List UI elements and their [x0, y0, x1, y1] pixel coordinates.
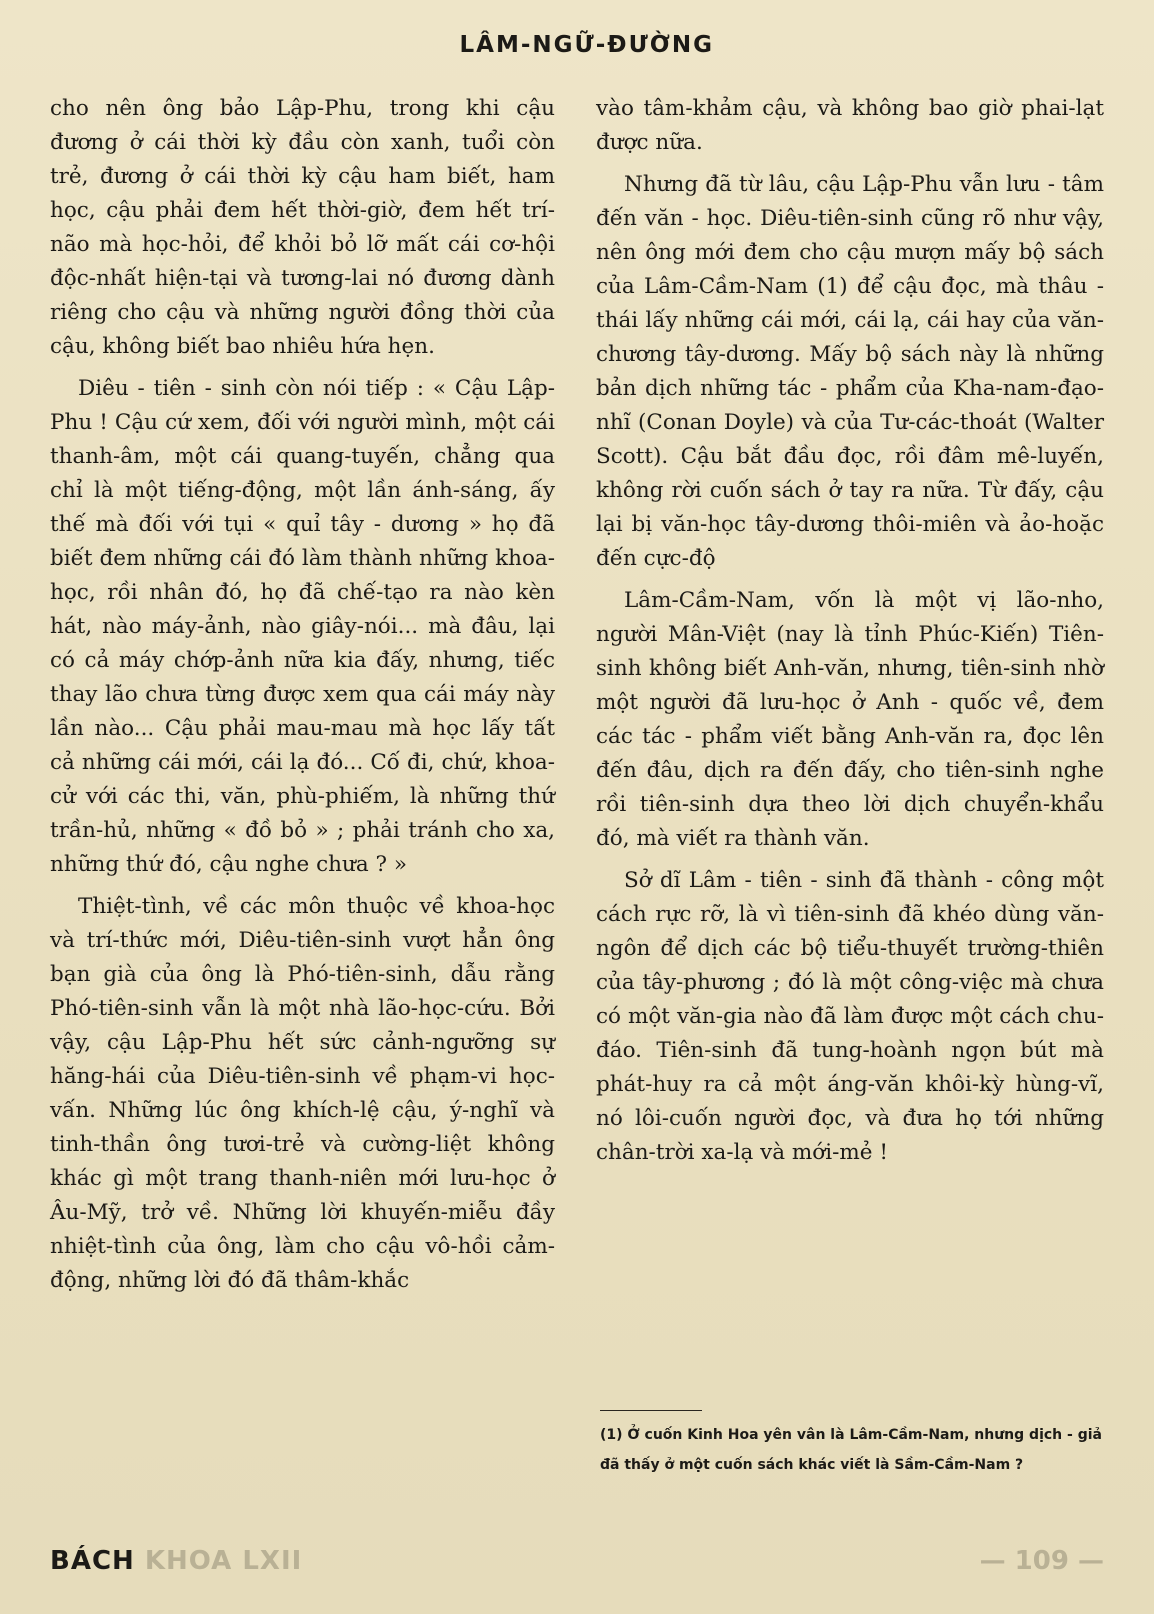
- footnote: (1) Ở cuốn Kinh Hoa yên vân là Lâm-Cầm-Nam, nhưng dịch - giả đã thấy ở một cuốn sách khác viết là Sầm-Cầm-Nam ?: [600, 1427, 1102, 1473]
- magazine-issue: KHOA LXII: [144, 1546, 303, 1576]
- magazine-title: [50, 1546, 302, 1576]
- page-number: — 109 —: [979, 1546, 1104, 1576]
- paragraph: Sở dĩ Lâm - tiên - sinh đã thành - công một cách rực rỡ, là vì tiên-sinh đã khéo dùng văn-ngôn để dịch các bộ tiểu-thuyết trường-thiên của tây-phương ; đó là một công-việc mà chưa có một văn-gia nào đã làm được một cách chu-đáo. Tiên-sinh đã tung-hoành ngọn bút mà phát-huy ra cả một áng-văn khôi-kỳ hùng-vĩ, nó lôi-cuốn người đọc, và đưa họ tới những chân-trời xa-lạ và mới-mẻ !: [596, 868, 1104, 1165]
- footnote-divider: [600, 1410, 702, 1411]
- paragraph: Diêu - tiên - sinh còn nói tiếp : « Cậu Lập-Phu ! Cậu cứ xem, đối với người mình, một cái thanh-âm, một cái quang-tuyến, chẳng qua chỉ là một tiếng-động, một lần ánh-sáng, ấy thế mà đối với tụi « quỉ tây - dương » họ đã biết đem những cái đó làm thành những khoa-học, rồi nhân đó, họ đã chế-tạo ra nào kèn hát, nào máy-ảnh, nào giây-nói... mà đâu, lại có cả máy chớp-ảnh nữa kia đấy, nhưng, tiếc thay lão chưa từng được xem qua cái máy này lần nào... Cậu phải mau-mau mà học lấy tất cả những cái mới, cái lạ đó... Cố đi, chứ, khoa-cử với các thi, văn, phù-phiếm, là những thứ trần-hủ, những « đồ bỏ » ; phải tránh cho xa, những thứ đó, cậu nghe chưa ? »: [50, 376, 555, 877]
- magazine-title-main: BÁCH: [50, 1546, 135, 1576]
- right-column: [596, 92, 1104, 1178]
- paragraph: Nhưng đã từ lâu, cậu Lập-Phu vẫn lưu - tâm đến văn - học. Diêu-tiên-sinh cũng rõ như vậy, nên ông mới đem cho cậu mượn mấy bộ sách của Lâm-Cầm-Nam (1) để cậu đọc, mà thâu - thái lấy những cái mới, cái lạ, cái hay của văn-chương tây-dương. Mấy bộ sách này là những bản dịch những tác - phẩm của Kha-nam-đạo-nhĩ (Conan Doyle) và của Tư-các-thoát (Walter Scott). Cậu bắt đầu đọc, rồi đâm mê-luyến, không rời cuốn sách ở tay ra nữa. Từ đấy, cậu lại bị văn-học tây-dương thôi-miên và ảo-hoặc đến cực-độ: [596, 172, 1104, 571]
- left-column: [50, 92, 555, 1306]
- paragraph: cho nên ông bảo Lập-Phu, trong khi cậu đương ở cái thời kỳ đầu còn xanh, tuổi còn trẻ, đương ở cái thời kỳ cậu ham biết, ham học, cậu phải đem hết thời-giờ, đem hết trí-não mà học-hỏi, để khỏi bỏ lỡ mất cái cơ-hội độc-nhất hiện-tại và tương-lai nó đương dành riêng cho cậu và những người đồng thời của cậu, không biết bao nhiêu hứa hẹn.: [50, 96, 555, 359]
- paragraph: Lâm-Cầm-Nam, vốn là một vị lão-nho, người Mân-Việt (nay là tỉnh Phúc-Kiến) Tiên-sinh không biết Anh-văn, nhưng, tiên-sinh nhờ một người đã lưu-học ở Anh - quốc về, đem các tác - phẩm viết bằng Anh-văn ra, đọc lên đến đâu, dịch ra đến đấy, cho tiên-sinh nghe rồi tiên-sinh dựa theo lời dịch chuyển-khẩu đó, mà viết ra thành văn.: [596, 588, 1104, 851]
- paragraph: vào tâm-khảm cậu, và không bao giờ phai-lạt được nữa.: [596, 96, 1104, 155]
- paragraph: Thiệt-tình, về các môn thuộc về khoa-học và trí-thức mới, Diêu-tiên-sinh vượt hẳn ông bạn già của ông là Phó-tiên-sinh, dẫu rằng Phó-tiên-sinh vẫn là một nhà lão-học-cứu. Bởi vậy, cậu Lập-Phu hết sức cảnh-ngưỡng sự hăng-hái của Diêu-tiên-sinh về phạm-vi học-vấn. Những lúc ông khích-lệ cậu, ý-nghĩ và tinh-thần ông tươi-trẻ và cường-liệt không khác gì một trang thanh-niên mới lưu-học ở Âu-Mỹ, trở về. Những lời khuyến-miễu đầy nhiệt-tình của ông, làm cho cậu vô-hồi cảm-động, những lời đó đã thâm-khắc: [50, 894, 555, 1293]
- running-head: LÂM-NGỮ-ĐƯỜNG: [459, 32, 714, 58]
